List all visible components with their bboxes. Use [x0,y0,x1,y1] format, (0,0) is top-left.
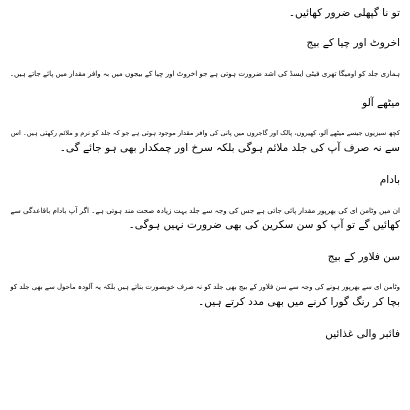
paragraph-line: تو نا گپھلی ضرور کھائیں۔ [288,7,400,19]
paragraph-line: ان میں وٹامن ای کی بھرپور مقدار پائی جاتی ہے جس کی وجہ سے جلد بہت زیادہ صحت مند ہوتی ہے۔ اگر آپ بادام باقاعدگی سے [10,206,400,215]
paragraph-line: بچا کر رنگ گورا کرنے میں بھی مدد کرتے ہیں۔ [198,296,400,308]
paragraph-line: وٹامن ای سے بھرپور ہونے کی وجہ سے سن فلاور کے بیج بھی جلد کو نہ صرف خوبصورت بناتے ہیں بلکہ یہ آلودہ ماحول سے بھی جلد کو [10,283,400,291]
paragraph-line: کچھ سبزیوں جیسے میٹھے آلو، کھیروں، پالک اور گاجروں میں پانی کی وافر مقدار موجود ہوتی ہے جو کہ جلد کو نرم و ملائم رکھتی ہیں۔ اس [10,129,400,137]
paragraph-line: ہماری جلد کو اومیگا تھری فیٹی ایسڈ کی اشد ضرورت ہوتی ہے جو اخروٹ اور چیا کے بیجوں میں بہ وافر مقدار میں پائے جاتے ہیں۔ [9,69,400,78]
paragraph-line: کھائیں گے تو آپ کو سن سکرین کی بھی ضرورت نہیں ہوگی۔ [128,219,400,231]
paragraph-line: سے نہ صرف آپ کی جلد ملائم ہوگی بلکہ سرخ اور چمکدار بھی ہو جائے گی۔ [59,142,400,154]
section-heading: سن فلاور کے بیج [327,251,400,263]
section-heading: فائبر والی غذائیں [325,328,400,340]
section-heading: بادام [379,174,400,186]
section-heading: میٹھے آلو [362,97,400,109]
section-heading: اخروٹ اور چیا کے بیج [306,37,400,49]
